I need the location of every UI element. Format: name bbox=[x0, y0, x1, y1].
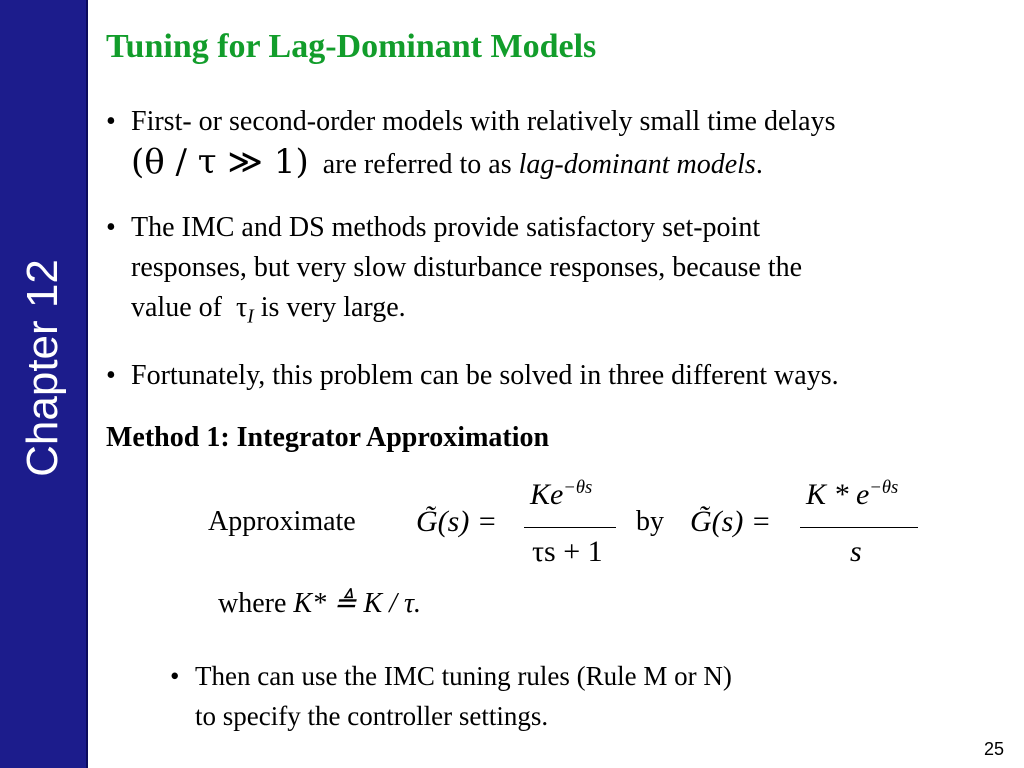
bullet-2-line-3: value of bbox=[131, 292, 222, 323]
numerator-right bbox=[806, 478, 898, 512]
where-clause bbox=[218, 586, 421, 620]
bullet-imc-rules bbox=[170, 656, 732, 736]
bullet-dot: • bbox=[170, 661, 180, 691]
bullet-fortunately bbox=[106, 356, 839, 396]
bullet-1-line-2: are referred to as bbox=[322, 149, 519, 180]
numerator-left bbox=[530, 478, 592, 512]
tau-subscript: I bbox=[247, 306, 254, 328]
period: . bbox=[755, 149, 763, 180]
by-word: by bbox=[636, 506, 664, 537]
numerator-left-base: Ke bbox=[530, 478, 564, 511]
where-word: where bbox=[218, 588, 287, 619]
denominator-right: s bbox=[850, 535, 862, 568]
bullet-dot: • bbox=[106, 106, 116, 137]
bullet-2-line-2: responses, but very slow disturbance responses, because the bbox=[131, 252, 803, 283]
bullet-dot: • bbox=[106, 212, 116, 243]
tau-symbol: τ bbox=[235, 292, 248, 323]
bullet-2-line-1: The IMC and DS methods provide satisfactory set-point bbox=[131, 212, 761, 243]
numerator-right-exponent: −θs bbox=[869, 477, 899, 498]
approximate-word: Approximate bbox=[208, 506, 356, 537]
numerator-left-exponent: −θs bbox=[563, 477, 593, 498]
where-expression: K* ≜ K / τ. bbox=[293, 588, 422, 619]
bullet-imc-ds bbox=[106, 208, 802, 328]
slide-title: Tuning for Lag-Dominant Models bbox=[106, 28, 597, 65]
chapter-label: Chapter 12 bbox=[18, 259, 67, 477]
final-bullet-line-2: to specify the controller settings. bbox=[195, 701, 549, 731]
sidebar bbox=[0, 0, 88, 768]
g-tilde-right: G̃(s) = bbox=[690, 505, 772, 538]
bullet-dot: • bbox=[106, 360, 116, 391]
method-heading: Method 1: Integrator Approximation bbox=[106, 422, 550, 453]
fraction-bar-left bbox=[524, 527, 616, 528]
fraction-bar-right bbox=[800, 527, 918, 528]
bullet-lag-dominant bbox=[106, 102, 836, 185]
numerator-right-base: K * e bbox=[806, 478, 870, 511]
final-bullet-line-1: Then can use the IMC tuning rules (Rule M or N) bbox=[195, 661, 732, 691]
ratio-expression: (θ / τ ≫ 1) bbox=[131, 142, 309, 182]
lag-dominant-term: lag-dominant models bbox=[518, 149, 756, 180]
bullet-3-line-1: Fortunately, this problem can be solved in three different ways. bbox=[131, 360, 839, 391]
g-tilde-left: G̃(s) = bbox=[416, 505, 498, 538]
denominator-left: τs + 1 bbox=[532, 535, 603, 568]
bullet-2-line-3-end: is very large. bbox=[260, 292, 406, 323]
page-number: 25 bbox=[983, 739, 1004, 759]
bullet-1-line-1: First- or second-order models with relatively small time delays bbox=[131, 106, 836, 137]
